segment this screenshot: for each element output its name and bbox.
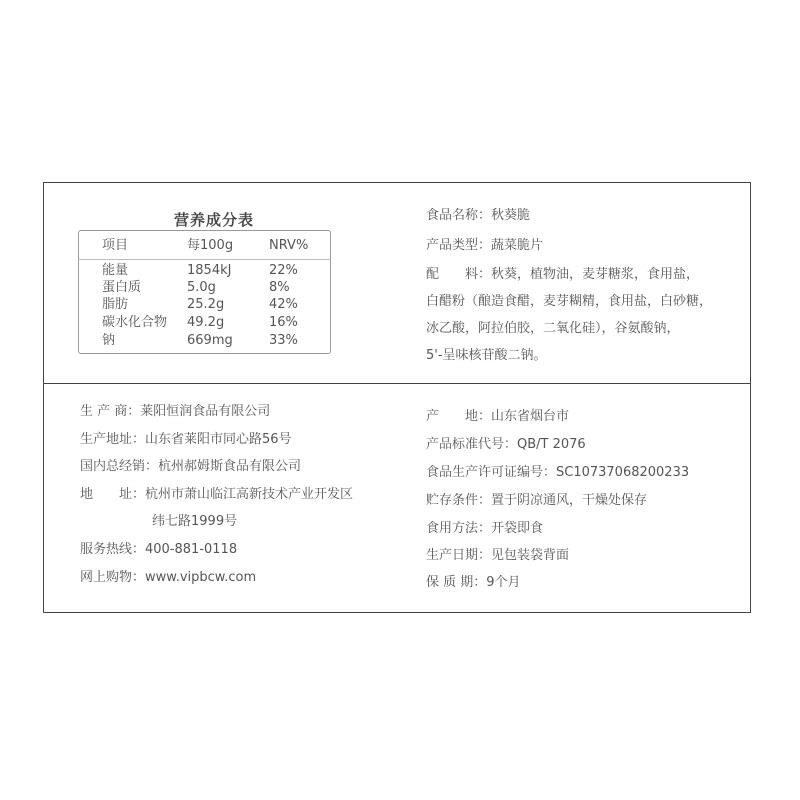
nutrition-row-name: 能量 [102, 263, 129, 278]
nutrition-row-name: 碳水化合物 [102, 315, 168, 330]
manufacturer: 生 产 商：莱阳恒润食品有限公司 [80, 404, 271, 419]
product-label-card [43, 182, 751, 613]
service-hotline: 服务热线：400-881-0118 [80, 542, 238, 557]
production-license: 食品生产许可证编号：SC10737068200233 [426, 465, 690, 480]
nutrition-row-nrv: 42% [269, 297, 298, 312]
online-shop: 网上购物：www.vipbcw.com [80, 570, 257, 585]
section-divider [44, 383, 750, 384]
nutrition-row-value: 1854kJ [187, 263, 232, 278]
distributor: 国内总经销：杭州郝姆斯食品有限公司 [80, 459, 302, 474]
usage-method: 食用方法：开袋即食 [426, 521, 544, 536]
distributor-address-cont: 纬七路1999号 [152, 514, 238, 529]
nutrition-row-nrv: 8% [269, 280, 290, 295]
nutrition-row-nrv: 16% [269, 315, 298, 330]
nutrition-row-value: 669mg [187, 333, 233, 348]
nutrition-row-value: 25.2g [187, 297, 225, 312]
origin: 产 地：山东省烟台市 [426, 409, 570, 424]
nutrition-row-nrv: 33% [269, 333, 298, 348]
shelf-life: 保 质 期：9个月 [426, 575, 521, 590]
nutrition-header-divider [78, 259, 331, 260]
product-type: 产品类型：蔬菜脆片 [426, 238, 544, 253]
nutrition-row-name: 钠 [102, 333, 116, 348]
nutrition-row-name: 脂肪 [102, 297, 129, 312]
product-standard: 产品标准代号：QB/T 2076 [426, 437, 586, 452]
storage-conditions: 贮存条件：置于阴凉通风，干燥处保存 [426, 493, 648, 508]
nutrition-row-nrv: 22% [269, 263, 298, 278]
ingredients-line: 白醋粉（酿造食醋，麦芽糊精，食用盐，白砂糖， [426, 294, 713, 309]
ingredients-line: 配 料：秋葵，植物油，麦芽糖浆，食用盐， [426, 267, 700, 282]
ingredients-line: 冰乙酸，阿拉伯胶，二氧化硅），谷氨酸钠， [426, 321, 680, 336]
distributor-address: 地 址：杭州市萧山临江高新技术产业开发区 [80, 487, 354, 502]
nutrition-row-value: 5.0g [187, 280, 216, 295]
nutrition-header-item: 项目 [102, 238, 129, 253]
nutrition-row-name: 蛋白质 [102, 280, 142, 295]
nutrition-header-per100g: 每100g [187, 238, 234, 253]
nutrition-row-value: 49.2g [187, 315, 225, 330]
ingredients-line: 5'-呈味核苷酸二钠。 [426, 348, 547, 363]
product-name: 食品名称：秋葵脆 [426, 208, 531, 223]
nutrition-header-nrv: NRV% [269, 238, 309, 253]
production-date: 生产日期：见包装袋背面 [426, 548, 570, 563]
manufacturer-address: 生产地址：山东省莱阳市同心路56号 [80, 432, 292, 447]
nutrition-title: 营养成分表 [174, 211, 255, 229]
